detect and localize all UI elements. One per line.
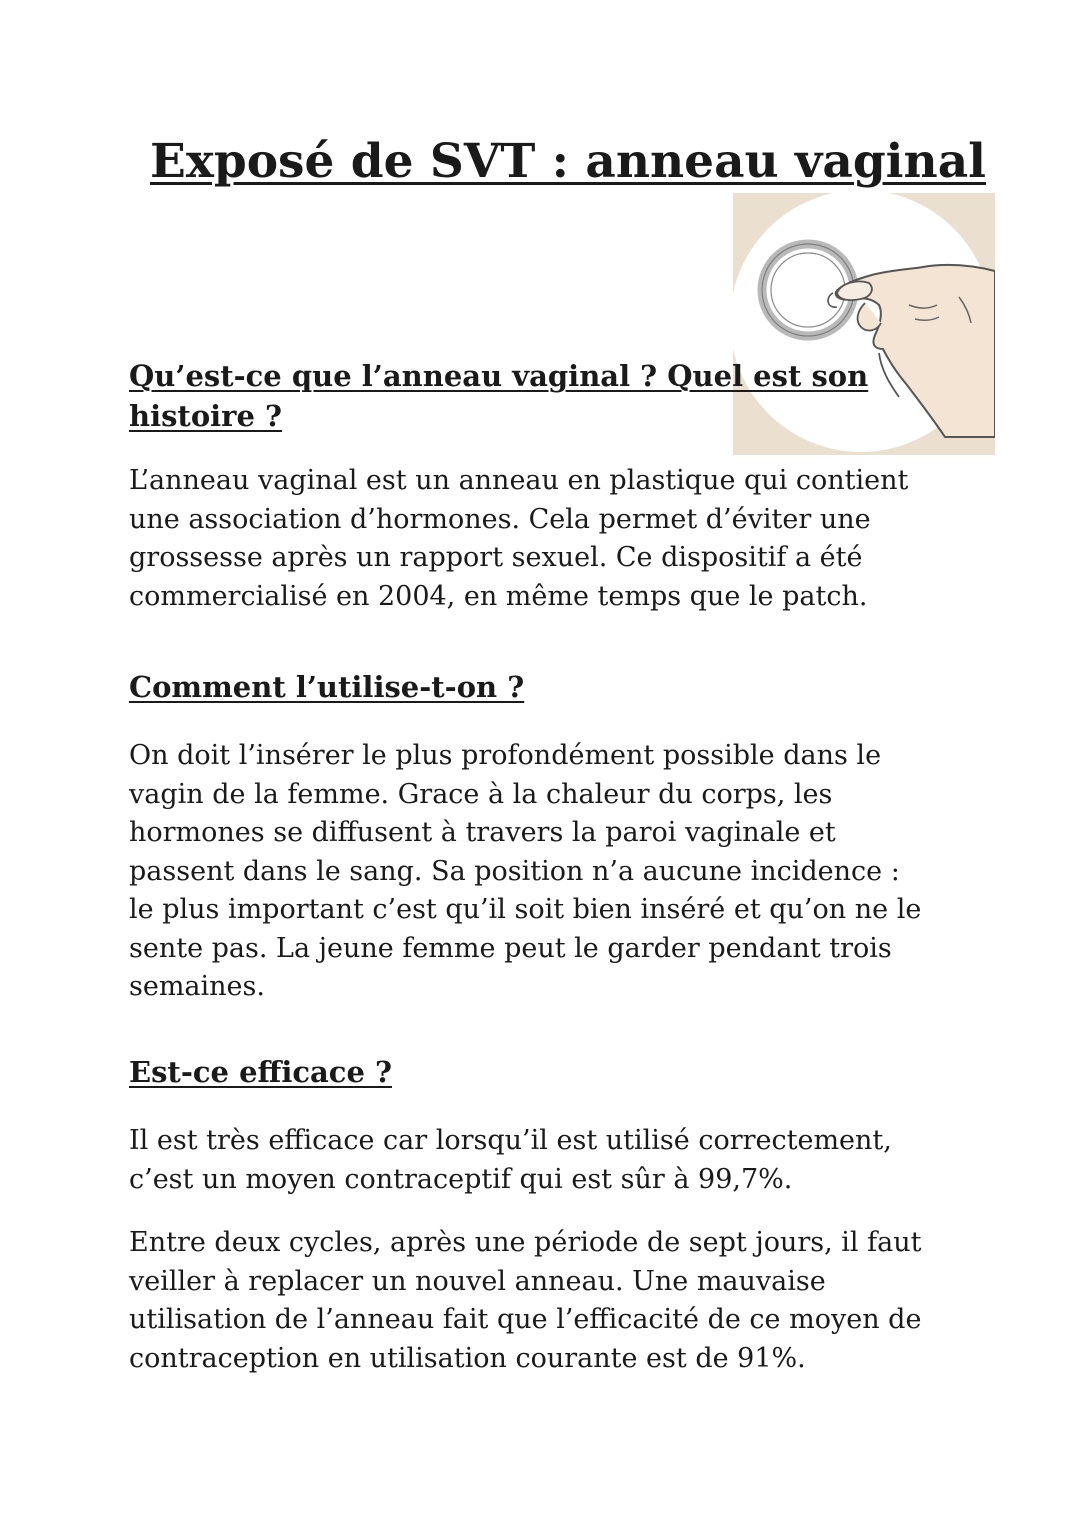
section-how-to-use	[129, 667, 929, 1007]
section-paragraph: L’anneau vaginal est un anneau en plastique qui contient une association d’hormones. Cela permet d’éviter une grossesse après un rapport sexuel. Ce dispositif a été commercialisé en 2004, en même temps que le patch.	[129, 465, 909, 612]
section-paragraph: Il est très efficace car lorsqu’il est utilisé correctement, c’est un moyen contraceptif qui est sûr à 99,7%.	[129, 1125, 892, 1195]
section-heading: Est-ce efficace ?	[129, 1055, 392, 1089]
section-paragraph: On doit l’insérer le plus profondément possible dans le vagin de la femme. Grace à la chaleur du corps, les hormones se diffusent à travers la paroi vaginale et passent dans le sang. Sa position n’a aucune incidence : le plus important c’est qu’il soit bien inséré et qu’on ne le sente pas. La jeune femme peut le garder pendant trois semaines.	[129, 740, 922, 1002]
section-what-is	[129, 356, 929, 616]
document-title: Exposé de SVT : anneau vaginal	[150, 134, 987, 189]
section-heading: Comment l’utilise-t-on ?	[129, 670, 525, 704]
section-heading: Qu’est-ce que l’anneau vaginal ? Quel est son histoire ?	[129, 359, 869, 433]
section-efficacy	[129, 1052, 929, 1378]
section-paragraph: Entre deux cycles, après une période de sept jours, il faut veiller à replacer un nouvel anneau. Une mauvaise utilisation de l’anneau fait que l’efficacité de ce moyen de contraception en utilisation courante est de 91%.	[129, 1227, 922, 1374]
